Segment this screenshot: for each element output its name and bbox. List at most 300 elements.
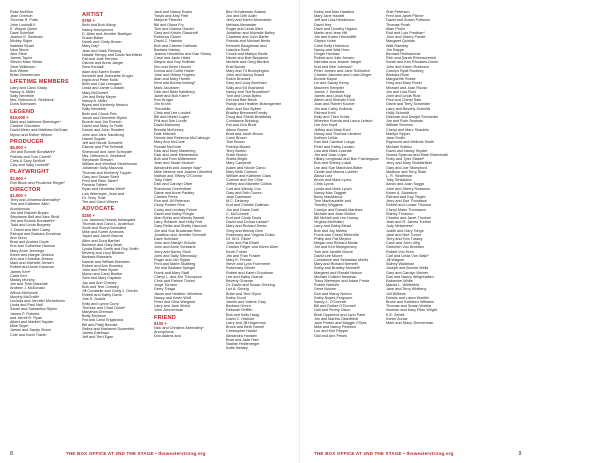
- donor-name: Christopher Hasler: [226, 329, 258, 334]
- donor-name: Nancy Anonymous: [82, 27, 114, 32]
- donor-name: Alex Stroll: [10, 52, 27, 57]
- donor-name: and Jarrell R. Ryan: [10, 315, 43, 320]
- donor-name: Timothy Wiggens: [314, 203, 343, 208]
- donor-name: Rosemary and Virginia Dolan: [226, 232, 275, 237]
- donor-name: Lynda Black Smith and Roy Smith: [82, 246, 139, 251]
- donor-name: Gary and Joe Stumpford: [386, 165, 427, 170]
- donor-name: Lucinda and Jennifer Michelsohn: [10, 299, 65, 303]
- donor-name: James and Sandy Strom: [10, 328, 52, 333]
- donor-name: Mary McDowell: [82, 90, 108, 95]
- donor-name: Melissa Alexander: [226, 22, 257, 27]
- donor-name: Ryan and Henrietta West*: [82, 187, 126, 192]
- donor-level-heading: ADVOCATE: [82, 206, 115, 213]
- donor-name: Michael Sofidor: [386, 144, 412, 149]
- donor-name: Michael and Joan Ruoss: [386, 85, 428, 90]
- donor-level-heading: FRIEND: [154, 314, 177, 321]
- donor-name: Jim and Karen Hinchcliffe: [314, 35, 357, 40]
- donor-name: John and Sherry Swanson: [386, 186, 430, 191]
- donor-name: Nancy Mac Taggart: [314, 190, 347, 195]
- donor-name: Marythea Drennan: [82, 310, 114, 315]
- donor-name: Jeff and Nicole Schaefer: [82, 141, 123, 146]
- donor-name: Bill and Esther O'Donnell: [314, 304, 356, 309]
- donor-name: Janet and Bob Klein*: [154, 94, 190, 99]
- donor-name: John and Anne Schwartz: [154, 245, 196, 250]
- donor-name: Ann and Christine Jensen: [10, 256, 53, 261]
- donor-name: L. R. Strathman: [386, 173, 413, 178]
- donor-name: Dick and Jane Mesenbrink: [154, 152, 199, 157]
- donor-name: Ginger Horstad: [314, 52, 340, 57]
- donor-name: Deborah and Dwight Schroeder: [386, 115, 439, 120]
- donor-name: Jeffrey and Mary Kohl: [314, 127, 351, 132]
- donor-name: Greg and Mary Rover: [386, 81, 423, 86]
- donor-name: Bob Winter: [10, 68, 29, 73]
- donor-name: Mark and Michelle Jensen: [10, 261, 54, 266]
- donor-name: Carol Brown: [226, 136, 247, 141]
- donor-name: Terry and Johanna Abernathy*: [10, 198, 61, 203]
- donor-name: Don and Marcy Norton: [314, 291, 352, 296]
- donor-name: Sam and Mary Capaldo: [82, 276, 122, 281]
- donor-name: Tracy Niemeyer and Adam Freda: [314, 279, 370, 283]
- donor-name: Mike and Nancy Pearson: [314, 325, 356, 330]
- donor-name: John and Jane Sandburg: [82, 132, 124, 137]
- donor-name: Jean and Stuart Morton*: [154, 161, 195, 166]
- donor-name: Chris Lyons: [314, 182, 334, 187]
- donor-name: Jeffrey and Michelle Collins: [226, 182, 272, 187]
- donor-name: Nicole and Bob Benjamin: [226, 56, 269, 61]
- footer-text: THE BOX OFFICE AT 2ND THE STAGE • tbsweatervtrong.org: [65, 451, 206, 456]
- donor-name: Chuck and Marilyn Bedis: [226, 52, 268, 57]
- donor-name: Charles and Janet Thurlow: [386, 215, 431, 220]
- donor-name: Shie Petersen: [386, 10, 410, 14]
- donor-name: Jim and Bonnie Bondwirth*: [10, 219, 56, 224]
- donor-name: Beth and Bob Allsop: [82, 23, 116, 28]
- donor-name: Robert and Louise Thorson: [386, 203, 432, 208]
- donor-name: David Lee Moore: [314, 253, 343, 258]
- donor-name: Bill and Muriel Lugen: [154, 115, 190, 120]
- donor-name: Cheryl and Marc Shanklin: [386, 127, 429, 132]
- donor-name: Mike Nesenz and Joanne Lilienfeld: [154, 169, 213, 174]
- donor-level-heading: LIFETIME MEMBERS: [10, 79, 69, 86]
- donor-name: James Kerr*: [10, 269, 31, 274]
- donor-level-heading: PRODUCER: [10, 138, 44, 145]
- donor-name: Todd and Linda Burgess: [10, 223, 51, 228]
- donor-name: Diane and Terry Schneider: [386, 102, 431, 107]
- donor-name: Jim and Trish Marshall: [10, 282, 48, 287]
- donor-name: Sally and Ed Bushland: [226, 85, 264, 90]
- donor-level-heading: LEGEND: [10, 108, 35, 115]
- donor-name: Mary Day*: [82, 44, 100, 49]
- donor-name: E. Wayne Quinn: [10, 26, 38, 31]
- donor-name: Gail and Ann Pesek: [314, 333, 347, 338]
- donor-name: Charlene and John Bartle: [226, 35, 269, 40]
- donor-name: Jacob and Dennette Ripkin: [82, 115, 128, 120]
- donor-name: Dale Mitchell: [154, 131, 176, 136]
- donor-name: Jim and Ken Montgomery: [314, 245, 357, 250]
- donor-name: Alexandra Hansler: [226, 333, 257, 338]
- donor-name: Jim and Lisa Rust: [386, 89, 416, 94]
- donor-name: Aaron and Joan Suggs: [386, 182, 425, 187]
- donor-name: Terry Burton: [226, 148, 247, 153]
- donor-name: Robin Brunsell: [226, 77, 251, 82]
- donor-name: Rich and Sarah Rheinschmidt: [386, 56, 436, 61]
- donor-name: Mrs. Deborah A. Sindbeck: [82, 153, 126, 158]
- donor-name: Allan and Karen Koster: [82, 69, 121, 74]
- donor-name: Curt and Wendy Cox: [226, 186, 261, 191]
- donor-name: Bryan and Kimberly Nealon: [82, 103, 128, 108]
- donor-name: Jim and Betty Meyer: [82, 94, 117, 99]
- donor-name: Norma Sparrow and Mark Eisendrath: [386, 152, 448, 157]
- donor-name: Myron and Esther Wilson: [10, 132, 52, 137]
- donor-name: Jason and Heather Vetvetwa: [154, 291, 202, 296]
- donor-name: William and Kathleen Clark: [226, 173, 272, 178]
- donor-name: Thomas and Carol L. Anderson: [82, 221, 134, 226]
- donor-name: Bob and Carmen Hallman: [154, 43, 198, 48]
- donor-name: Tim and Carol Winzer: [82, 199, 119, 204]
- donor-name: Taylor and Jamie Barrow: [82, 234, 124, 239]
- right-footer: [314, 451, 522, 457]
- donor-name: M.C. Delaney: [226, 199, 249, 204]
- donor-name: Phil and Sue Lunde: [154, 119, 187, 124]
- donor-name: Charles Peres: [154, 194, 178, 199]
- donor-name: David Hey: [314, 22, 332, 27]
- donor-name: Rod and Lois Predrian*: [386, 31, 425, 36]
- donor-level-amount: $2,500 +: [10, 175, 27, 181]
- donor-name: Brad and Jade Hart: [226, 337, 259, 342]
- donor-name: Greg and Wendy Dinn: [226, 228, 264, 233]
- donor-name: Hillary Lengtroad and Ben Fachingscar: [314, 157, 379, 162]
- donor-name: Bev Grinderman Adams: [226, 10, 266, 14]
- donor-name: David Mahoney: [154, 123, 181, 128]
- donor-name: Jerry and Nancy Shull: [154, 249, 191, 254]
- donor-name: Glanzo Hobe: [314, 39, 336, 44]
- donor-name: John and Peter Byrne: [82, 267, 119, 272]
- donor-name: Rosemary Geiser: [226, 266, 256, 271]
- donor-name: Kelly and Theo Kohls: [314, 115, 350, 120]
- donor-name: Bob and Joy Meeks: [314, 228, 347, 233]
- donor-name: Nancy L. O'Connell: [314, 300, 347, 305]
- donor-name: James and Valerie Gray: [226, 300, 266, 305]
- donor-name: Naomi Sayder: [82, 136, 106, 141]
- donor-name: Dennis and Rebecca McCullough: [154, 136, 210, 141]
- donor-name: Albert and Maribel Sayder: [10, 320, 54, 325]
- donor-name: Corinne and Jim Cline: [226, 178, 263, 183]
- donor-level-amount: $5,000 +: [10, 145, 27, 151]
- donor-name: Deborah Griffith: [226, 308, 253, 313]
- donor-name: William Severns: [386, 123, 413, 128]
- donor-name: Therese and Chad Dohle*: [82, 305, 126, 310]
- left-column-1: [10, 10, 80, 440]
- donor-name: Bruce and Beth Harrell: [226, 325, 264, 330]
- donor-name: Jonathan and Michelle Bailey: [226, 31, 275, 36]
- donor-name: Nancy A. Miller: [82, 99, 108, 104]
- donor-name: Roger and Jan Sipper: [154, 257, 191, 262]
- donor-name: Mary Anne Jennings: [10, 248, 44, 253]
- donor-name: Bob and Fran Mittermeier: [154, 157, 197, 162]
- donor-name: Nick and Christine Abernathy*: [154, 326, 204, 331]
- donor-name: Sarah and Samantha Ripkin: [10, 307, 57, 312]
- donor-name: Bob and Shirley Lukat: [314, 161, 351, 166]
- donor-name: Selina and Marianne Dozenfeld: [82, 326, 135, 331]
- donor-name: Barbara Rose: [386, 73, 410, 78]
- donor-level-heading: PLAYWRIGHT: [10, 169, 50, 176]
- donor-name: Jim and Ruth Seaman: [386, 119, 424, 124]
- donor-name: Carol and Janis Hicks: [154, 56, 191, 61]
- donor-name: Norman and Mary Ellen Wright: [386, 308, 438, 313]
- donor-name: Carleen Gonzalez: [10, 124, 41, 129]
- donor-name: Gary and Susan Streit: [82, 174, 119, 179]
- donor-name: Rose McEllen: [10, 10, 34, 14]
- donor-name: Pamela Tolbert: [82, 183, 107, 188]
- donor-name: Rebecca Glover: [154, 35, 181, 40]
- donor-name: Kurt and Bee Johnson*: [314, 64, 353, 69]
- donor-name: Nancie and William Brewster: [82, 259, 130, 264]
- donor-name: Brian and Terri Glynn: [226, 291, 262, 296]
- donor-name: Tom and Janelle Moore: [314, 249, 353, 254]
- donor-name: John and Nancy Brand: [226, 73, 265, 78]
- donor-name: Bernard Rehkammer: [386, 52, 421, 57]
- donor-name: Del and Bee Bieck: [226, 98, 257, 103]
- footer-text: THE BOX OFFICE AT 2ND THE STAGE • tbsweatervtrong.org: [314, 451, 454, 456]
- donor-name: Theodelle: [154, 106, 171, 111]
- donor-name: Dick and Carolyn Osler: [154, 182, 193, 187]
- donor-name: John and Hillary Hughes: [154, 73, 195, 78]
- donor-name: Thomas R. Potts: [10, 18, 38, 23]
- donor-name: Chris and Lee Lundell: [154, 110, 191, 115]
- donor-name: Robert and Anne Kaczmar: [10, 265, 54, 270]
- donor-name: Gary and Kristin Glasshoff: [154, 31, 198, 36]
- donor-name: Robert and Julie Jensen: [314, 56, 355, 61]
- donor-name: Jay and Ann Chaney: [82, 280, 117, 285]
- donor-name: Cheryl L. and Jim Thompson: [154, 274, 202, 279]
- donor-name: Brenda McKinney: [154, 127, 184, 132]
- donor-name: Madison and Terry Stain: [386, 169, 427, 174]
- donor-name: John and Sherry Purdie: [386, 35, 426, 40]
- donor-name: Jane Smith: [386, 136, 405, 141]
- donor-name: Patricia and Tom Carroll*: [10, 154, 52, 159]
- donor-name: Mark and Stacy Zimmerman: [386, 321, 434, 326]
- donor-name: Dianne and Phil Schmidt: [82, 145, 124, 150]
- donor-name: Robert Von Horn: [386, 249, 414, 254]
- donor-name: Wilma McKenzie: [10, 290, 38, 295]
- donor-name: Jerry and Karen Ahrenstein: [226, 18, 272, 23]
- donor-name: Gene Nooner: [314, 287, 337, 292]
- donor-name: Karen and Margie Jenkins: [10, 252, 54, 257]
- donor-name: Maddy Murphy: [10, 277, 35, 282]
- donor-name: Corey and Lindsay Prince: [154, 207, 197, 212]
- donor-name: Marilyn Sipper: [386, 131, 410, 136]
- donor-name: Jim and Diane Dahl: [226, 207, 259, 212]
- donor-name: David C. Haenke: [226, 316, 255, 321]
- donor-name: Travis and Amy Flett: [154, 14, 189, 19]
- donor-name: Cole and Karin Trauth: [10, 332, 47, 337]
- donor-name: Raymond and Melinda Smith: [386, 140, 435, 145]
- right-page: [300, 0, 600, 463]
- donor-name: Michele and Greg Berdick: [226, 60, 270, 65]
- donor-name: Barbara Hanley: [154, 47, 181, 52]
- donor-name: Diane and Anne Pantley: [154, 190, 195, 195]
- donor-name: Jill Wagner: [386, 257, 405, 262]
- donor-name: Nathan and Tiffany O'Connor: [154, 173, 203, 178]
- donor-name: Patricia and Michael Bedis: [226, 39, 271, 44]
- donor-name: David and Kathy Pringle: [154, 211, 195, 216]
- donor-name: Linda and Jamie Lundahl: [82, 86, 124, 91]
- donor-name: Gary and Deb Cunea: [226, 190, 262, 195]
- donor-name: John and Linda Rust: [386, 94, 421, 99]
- donor-name: Richard and Barbara Donahue: [10, 231, 61, 236]
- donor-name: Terry and Tom Tuskey: [386, 236, 423, 241]
- donor-name: Alissa Lutz: [314, 173, 333, 178]
- donor-name: David and Donna Lazaar*: [226, 220, 269, 225]
- donor-name: Jim and Elsbeth Bryant: [10, 210, 49, 215]
- donor-name: Kathy and Max Hawkins: [314, 10, 355, 14]
- donor-name: Alison Brown: [226, 127, 248, 132]
- donor-name: Karen A. Swanson: [386, 190, 417, 195]
- donor-name: James Edelman: [82, 331, 109, 336]
- donor-name: Alan and Mary Hunter: [154, 77, 191, 82]
- donor-level-amount: $1,000 +: [10, 193, 27, 199]
- donor-name: Frank and Cheryl Mehrville: [314, 232, 359, 237]
- donor-name: Dr. Terry Trost: [82, 195, 106, 200]
- left-footer: [10, 451, 206, 457]
- donor-name: Steve and Lynn Fuermeier: [226, 262, 271, 267]
- donor-name: Jim and Sue Bradshaw Rein: [154, 228, 202, 233]
- donor-name: Sara Kendall: [82, 65, 104, 70]
- donor-name: Alexandria and Joseph Nap*: [154, 165, 202, 170]
- donor-name: Kurt and Cindy Davis: [226, 215, 262, 220]
- donor-name: Katie Hawley: [226, 346, 248, 351]
- donor-name: Peter Jonsen and Jane Schloetch: [314, 68, 371, 73]
- donor-name: Kathy and Bradley Munsell*: [314, 266, 361, 271]
- donor-name: Thomas Prosh: [386, 22, 411, 27]
- donor-name: Isabella Stuart: [10, 43, 34, 48]
- donor-name: Patricia Bryant: [226, 144, 251, 149]
- donor-name: Charles Jarvinen and Lucia Dinger: [314, 73, 372, 78]
- donor-name: D. Allan and Jennifer Baettger: [82, 31, 132, 36]
- donor-name: Gear Wilkinson: [10, 64, 36, 69]
- donor-name: J. David and Alex Carey: [10, 227, 51, 232]
- donor-name: Amon and Mark Lyons: [314, 178, 352, 183]
- donor-name: Dick and Mary Mastering: [154, 148, 196, 153]
- donor-name: Jill Cordaelle and Cindy J. Drenth: [82, 289, 138, 293]
- donor-name: Danne and John Rosales: [82, 128, 125, 133]
- donor-name: Brad and Janet Brown: [226, 131, 264, 136]
- donor-name: Mickey Sigler: [10, 39, 33, 44]
- donor-name: Kim and Kevin Hoover: [154, 64, 192, 69]
- donor-name: Barry MacManus: [314, 194, 343, 199]
- donor-name: Nina Stone: [10, 47, 29, 52]
- donor-name: Frank and Mary Staff: [154, 270, 189, 275]
- donor-name: David and Nancy Snyder: [386, 148, 428, 153]
- donor-name: Pat and Carol Engstrand: [82, 318, 124, 323]
- donor-name: Kenneth and Jeannette Kruger: [82, 73, 134, 78]
- donor-name: Barbara Green: [226, 304, 251, 309]
- donor-name: Doug and Sheila Brakfields: [226, 115, 272, 120]
- donor-name: Carol and John Ulfig: [386, 241, 420, 246]
- donor-name: Jule K. Dodds: [82, 297, 106, 302]
- donor-name: Larry and Beverly Schmidt: [386, 106, 430, 111]
- donor-name: Stephanie Stewart: [82, 157, 113, 162]
- donor-name: Kathryn Leikis: [314, 136, 338, 141]
- donor-name: Carl and Linda Von Wald*: [386, 253, 429, 258]
- donor-name: David C. Haenke: [154, 39, 183, 44]
- donor-name: Phillip and Pat Meyers: [314, 236, 352, 241]
- donor-name: Pat and Julie Hendrix: [82, 57, 118, 62]
- donor-name: Gary and Judy Burnham: [226, 81, 267, 86]
- donor-name: Jim Rappe: [386, 47, 404, 52]
- donor-name: Gary Reiss and Shelly Hancock: [154, 224, 207, 229]
- donor-name: Allen and Sue Bybee: [226, 106, 262, 111]
- donor-name: Andrew J. McDonald: [10, 286, 45, 291]
- donor-name: Wheelen Koenta and Laura Leitsch: [314, 119, 373, 124]
- donor-name: Marcia L. Whitefield: [386, 283, 419, 288]
- donor-name: Robert and Karen Goodman: [226, 270, 274, 275]
- donor-name: Jeff and Lisa Henderson: [314, 18, 355, 23]
- donor-level-amount: $10,000 +: [10, 115, 29, 121]
- donor-name: Gary and Carolyn Weiner: [386, 270, 429, 275]
- donor-name: Nancy A. Miller: [10, 89, 36, 94]
- donor-level-amount: $250 +: [82, 212, 95, 218]
- donor-name: Anonymous: [10, 206, 30, 211]
- donor-name: Margaret and Ronald Nelson: [314, 270, 362, 275]
- donor-name: Ann Dunn: [10, 235, 27, 240]
- donor-name: Paul and Cheryl Sale: [386, 98, 422, 103]
- donor-name: Jim and Barbara Spiegel: [154, 266, 196, 271]
- donor-name: Beth and Chuck Pelz: [82, 111, 118, 116]
- donor-name: Robert Niebuhr: [314, 283, 340, 288]
- donor-name: Mike and Karen Ammons: [82, 230, 124, 235]
- donor-name: Janice J. Kerkeies: [314, 89, 345, 94]
- donor-name: Dave and Dorothy Higdon: [314, 26, 358, 31]
- donor-name: Lim and Sue Marchant-Bidler: [314, 165, 363, 170]
- donor-name: Derek and Cindy Brown: [82, 40, 122, 45]
- donor-name: Dr. David and Susan Gehring: [226, 283, 275, 288]
- donor-name: Margaret Quinlan: [386, 39, 415, 44]
- donor-name: Mrs. Deborah A. Sindbeck: [10, 98, 54, 103]
- donor-name: Kelly and Lynne Curry: [82, 301, 119, 306]
- donor-name: Jean Danhauer: [226, 194, 252, 199]
- donor-level-heading: DIRECTOR: [10, 186, 41, 193]
- donor-name: Judy Nelsenese: [386, 224, 413, 229]
- donor-name: Tom Brown: [226, 140, 245, 145]
- donor-name: John and Pat Elwell: [226, 241, 259, 246]
- donor-name: Kevin Foster: [226, 249, 248, 254]
- donor-name: William and Winifred Stonehouse: [82, 162, 138, 167]
- donor-name: Randy and Heather Brainagenter: [226, 102, 282, 107]
- donor-name: Kurt and Christie Dallman: [226, 203, 269, 208]
- donor-name: Pat and Don Brink: [226, 123, 257, 128]
- donor-name: Nicholas and Jeanne Jaeger: [314, 60, 362, 65]
- donor-name: Jean and Mark Fleming: [82, 48, 122, 53]
- donor-name: Jane and Ned Turner: [386, 232, 422, 237]
- donor-name: Sherwood and Jane Schnyder: [82, 149, 133, 154]
- donor-name: Susan Baker: [82, 36, 104, 41]
- donor-name: Jean and R. James Treiber: [386, 220, 432, 225]
- donor-name: Bill McNeil and Lee Hurray: [314, 215, 359, 220]
- donor-name: Megan and Richard Molde: [314, 241, 358, 246]
- donor-name: Scott and Sheryl Ammabel: [82, 225, 127, 230]
- donor-name: Jeff and Terri Egan: [82, 335, 114, 340]
- left-column-2: [82, 10, 152, 440]
- donor-name: Larry and Jill Hagerman: [226, 321, 266, 326]
- right-column-1: [314, 10, 384, 440]
- donor-name: Cindy Posten Rice: [154, 203, 185, 208]
- donor-name: Toby Odell: [154, 178, 172, 183]
- donor-name: Dave Schnidel: [10, 31, 35, 36]
- donor-name: Jim and Joan Loyer: [314, 152, 347, 157]
- donor-name: Mark and Adrienne Breininger*: [10, 120, 62, 125]
- donor-name: Roger and Linda Allen: [226, 26, 263, 31]
- donor-name: James Taylor: [10, 56, 33, 61]
